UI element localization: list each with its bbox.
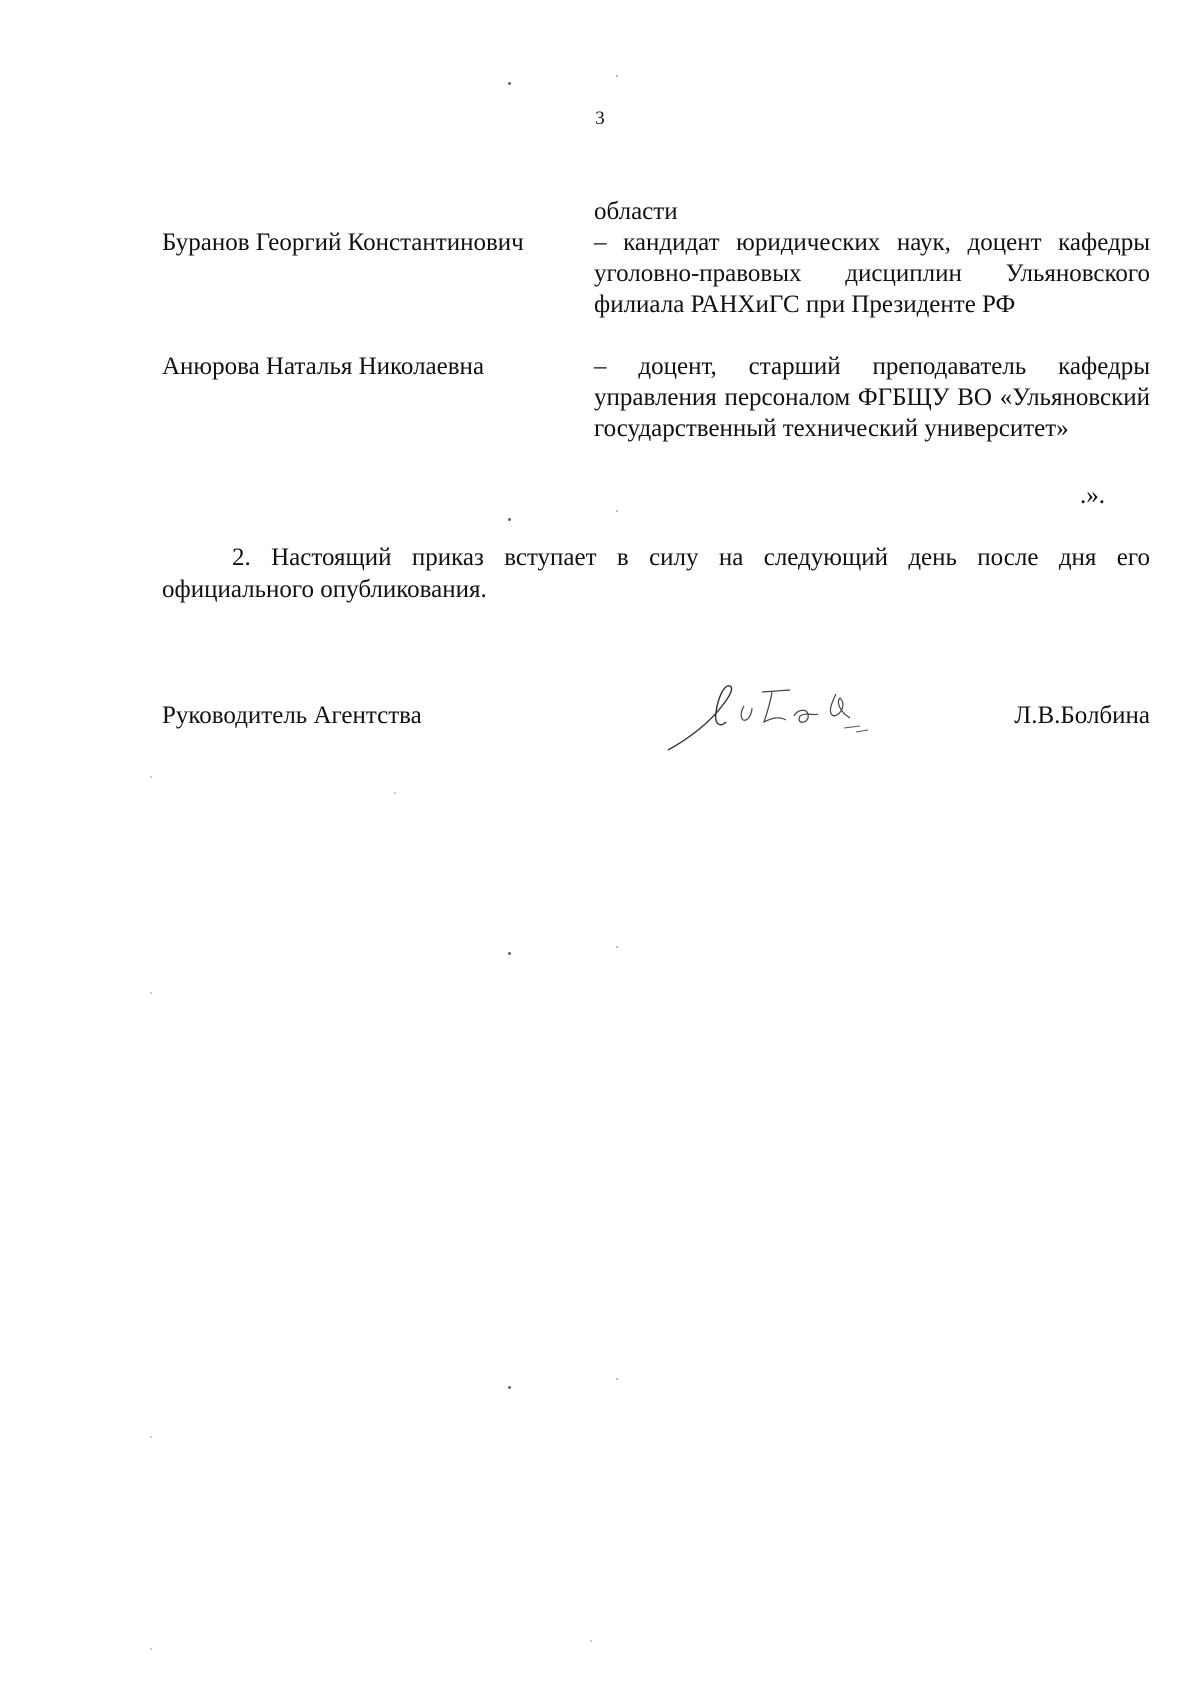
- scan-speck: [616, 75, 618, 77]
- scan-speck: [508, 518, 511, 521]
- scan-speck: [394, 792, 396, 794]
- member-name: Буранов Георгий Константинович: [162, 229, 524, 256]
- order-paragraph: 2. Настоящий приказ вступает в силу на следующий день после дня его официального опубликования.: [162, 544, 1150, 603]
- scan-speck: [590, 1640, 592, 1642]
- page-number: 3: [595, 108, 605, 129]
- closing-quote: .».: [1080, 482, 1105, 509]
- signatory-name: Л.В.Болбина: [1014, 702, 1150, 729]
- continuation-text: области: [594, 198, 678, 225]
- scan-speck: [150, 1648, 152, 1650]
- scan-speck: [616, 946, 618, 948]
- member-description: – кандидат юридических наук, доцент кафедры уголовно-правовых дисциплин Ульяновского филиала РАНХиГС при Президенте РФ: [594, 229, 1150, 318]
- scan-speck: [150, 1436, 152, 1438]
- signature-block: [162, 700, 1150, 760]
- scan-speck: [508, 82, 511, 85]
- scan-speck: [616, 510, 618, 512]
- member-description: – доцент, старший преподаватель кафедры управления персоналом ФГБЩУ ВО «Ульяновский государственный технический университет»: [594, 353, 1150, 442]
- signatory-title: Руководитель Агентства: [162, 702, 422, 729]
- scan-speck: [508, 1386, 511, 1389]
- handwritten-signature: [660, 678, 880, 758]
- member-name: Анюрова Наталья Николаевна: [162, 353, 485, 380]
- scan-speck: [508, 952, 511, 955]
- scan-speck: [150, 776, 152, 778]
- scan-speck: [150, 992, 152, 994]
- scan-speck: [616, 1378, 618, 1380]
